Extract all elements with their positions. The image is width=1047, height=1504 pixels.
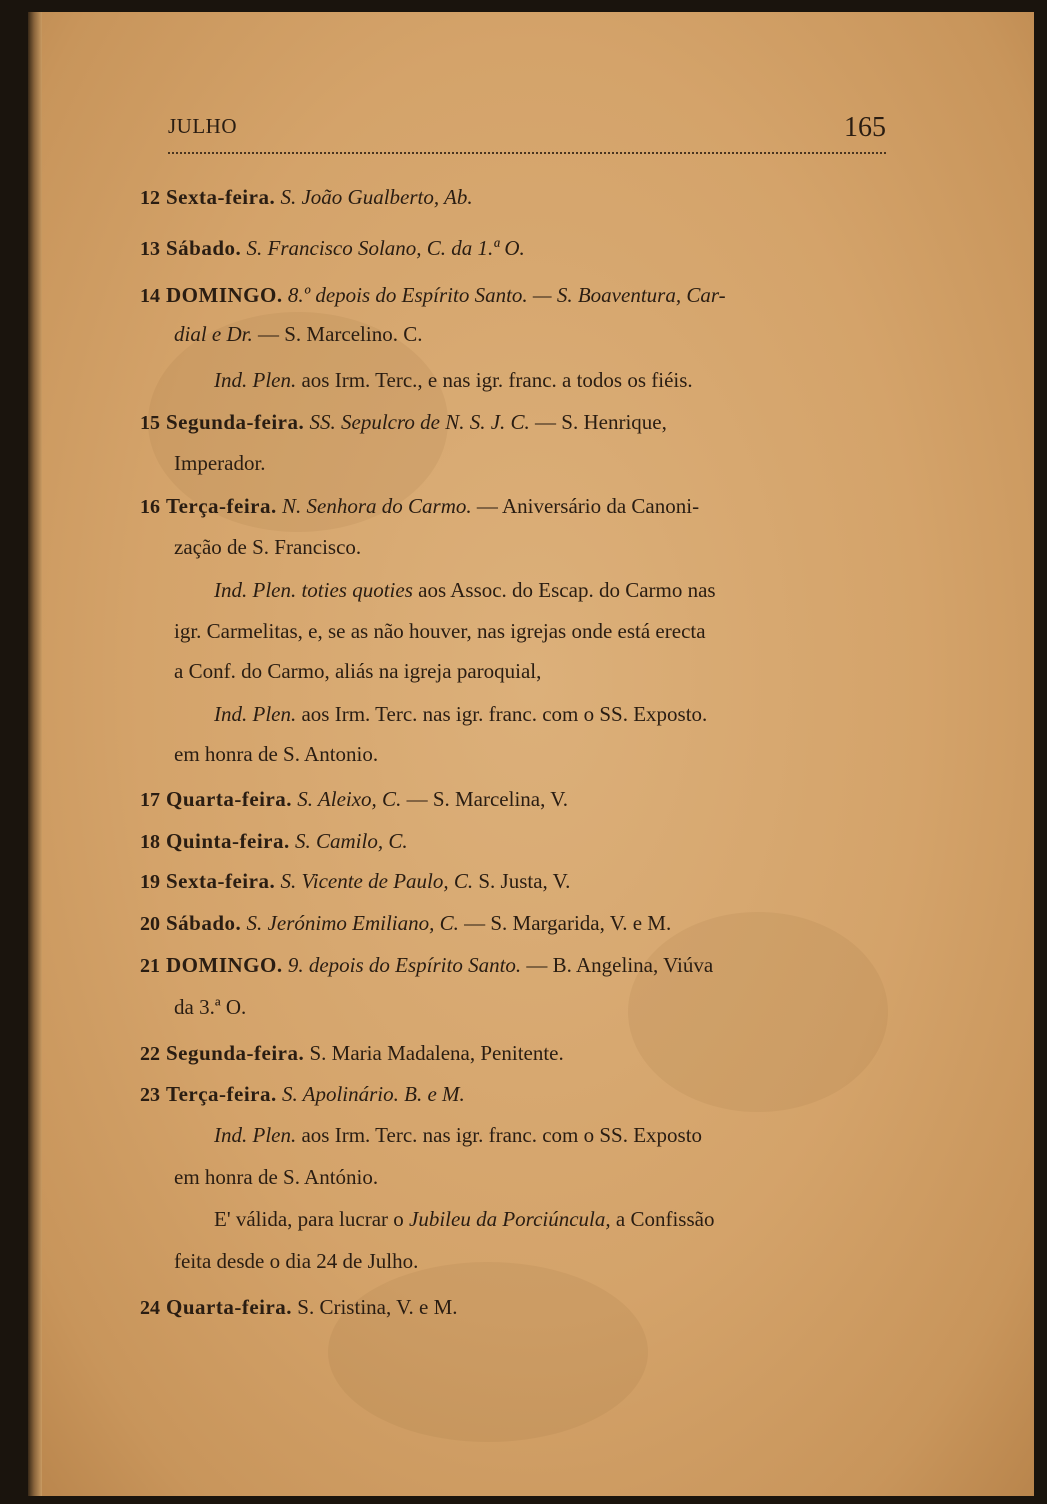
- day-number: 22: [140, 1043, 160, 1065]
- saint-text: — S. Marcelino. C.: [252, 322, 423, 346]
- feast-text: S. Aleixo, C.: [292, 787, 402, 811]
- indulgence-text: em honra de S. António.: [174, 1165, 379, 1189]
- day-number: 15: [140, 412, 160, 434]
- entry-line: [174, 530, 361, 564]
- indulgence-text: aos Irm. Terc. nas igr. franc. com o SS. Exposto.: [296, 702, 708, 726]
- day-number: 18: [140, 831, 160, 853]
- saint-name: S. João Gualberto, Ab.: [275, 185, 473, 209]
- day-number: 23: [140, 1084, 160, 1106]
- weekday: Sexta-feira.: [166, 869, 276, 893]
- day-number: 20: [140, 913, 160, 935]
- calendar-entry: [140, 1077, 465, 1112]
- weekday: Segunda-feira.: [166, 1041, 305, 1065]
- calendar-entry: [140, 180, 473, 215]
- entry-line: [174, 446, 266, 480]
- day-number: 14: [140, 285, 160, 307]
- entry-line: [174, 1244, 418, 1278]
- indulgence-line: [214, 1118, 702, 1152]
- feast-text: S. Camilo, C.: [289, 829, 408, 853]
- indulgence-label: Ind. Plen.: [214, 702, 297, 726]
- calendar-entry: [140, 1036, 564, 1071]
- indulgence-label: Ind. Plen. toties quoties: [214, 578, 413, 602]
- indulgence-text: aos Irm. Terc. nas igr. franc. com o SS. Exposto: [296, 1123, 703, 1147]
- paper-stain: [628, 912, 888, 1112]
- paper-stain: [328, 1262, 648, 1442]
- calendar-entry: [140, 405, 667, 440]
- calendar-entry: [140, 906, 671, 941]
- note-text: a Confissão: [610, 1207, 715, 1231]
- feast-text: S. Vicente de Paulo, C.: [275, 869, 474, 893]
- indulgence-line: [214, 363, 693, 397]
- calendar-entry: [140, 864, 570, 899]
- indulgence-text: a Conf. do Carmo, aliás na igreja paroquial,: [174, 659, 542, 683]
- saint-text: — Aniversário da Canoni-: [471, 494, 700, 518]
- weekday: Terça-feira.: [166, 1082, 277, 1106]
- saint-name: S. Francisco Solano, C. da 1.ª O.: [241, 236, 525, 260]
- calendar-entry: [140, 782, 568, 817]
- weekday: DOMINGO.: [166, 953, 283, 977]
- page-number: 165: [844, 112, 886, 143]
- weekday: Segunda-feira.: [166, 410, 305, 434]
- saint-text: S. Cristina, V. e M.: [292, 1295, 458, 1319]
- weekday: Quinta-feira.: [166, 829, 290, 853]
- day-number: 24: [140, 1297, 160, 1319]
- day-number: 17: [140, 789, 160, 811]
- page-header: [168, 112, 886, 154]
- feast-text: N. Senhora do Carmo.: [276, 494, 472, 518]
- calendar-entry: [140, 948, 713, 983]
- day-number: 13: [140, 238, 160, 260]
- jubilee-name: Jubileu da Porciúncula,: [409, 1207, 611, 1231]
- saint-text: — S. Henrique,: [529, 410, 667, 434]
- calendar-entry: [140, 278, 726, 313]
- indulgence-line: [214, 697, 707, 731]
- indulgence-label: Ind. Plen.: [214, 368, 297, 392]
- weekday: Quarta-feira.: [166, 1295, 293, 1319]
- running-title: JULHO: [168, 114, 237, 138]
- saint-text: — B. Angelina, Viúva: [521, 953, 714, 977]
- weekday: Quarta-feira.: [166, 787, 293, 811]
- entry-line: [174, 737, 378, 771]
- weekday: Terça-feira.: [166, 494, 277, 518]
- indulgence-text: igr. Carmelitas, e, se as não houver, nas igrejas onde está erecta: [174, 619, 706, 643]
- note-text: feita desde o dia 24 de Julho.: [174, 1249, 419, 1273]
- calendar-entry: [140, 1290, 458, 1325]
- weekday: Sábado.: [166, 236, 242, 260]
- feast-text: SS. Sepulcro de N. S. J. C.: [304, 410, 530, 434]
- feast-text: S. Jerónimo Emiliano, C.: [241, 911, 459, 935]
- feast-text: 8.º depois do Espírito Santo. — S. Boaventura, Car-: [282, 283, 726, 307]
- entry-line: [174, 1160, 378, 1194]
- entry-line: [174, 990, 246, 1024]
- saint-text: S. Justa, V.: [473, 869, 571, 893]
- indulgence-text: aos Irm. Terc., e nas igr. franc. a todos os fiéis.: [296, 368, 693, 392]
- feast-text: dial e Dr.: [174, 322, 253, 346]
- calendar-entry: [140, 824, 408, 859]
- saint-text: Imperador.: [174, 451, 266, 475]
- saint-text: — S. Margarida, V. e M.: [458, 911, 672, 935]
- day-number: 19: [140, 871, 160, 893]
- weekday: Sexta-feira.: [166, 185, 276, 209]
- saint-text: S. Maria Madalena, Penitente.: [304, 1041, 564, 1065]
- weekday: DOMINGO.: [166, 283, 283, 307]
- indulgence-line: [214, 573, 716, 607]
- saint-text: — S. Marcelina, V.: [401, 787, 568, 811]
- entry-line: [174, 654, 541, 688]
- calendar-entry: [140, 489, 699, 524]
- note-line: [214, 1202, 714, 1236]
- feast-text: 9. depois do Espírito Santo.: [282, 953, 522, 977]
- weekday: Sábado.: [166, 911, 242, 935]
- day-number: 12: [140, 187, 160, 209]
- indulgence-label: Ind. Plen.: [214, 1123, 297, 1147]
- saint-text: zação de S. Francisco.: [174, 535, 362, 559]
- feast-text: S. Apolinário. B. e M.: [276, 1082, 465, 1106]
- indulgence-text: aos Assoc. do Escap. do Carmo nas: [412, 578, 716, 602]
- entry-line: [174, 614, 706, 648]
- day-number: 16: [140, 496, 160, 518]
- entry-line: [174, 317, 422, 351]
- calendar-entry: [140, 231, 525, 266]
- saint-text: da 3.ª O.: [174, 995, 247, 1019]
- day-number: 21: [140, 955, 160, 977]
- note-text: E' válida, para lucrar o: [214, 1207, 410, 1231]
- indulgence-text: em honra de S. Antonio.: [174, 742, 379, 766]
- book-page: [28, 12, 1034, 1496]
- book-spine: [28, 12, 42, 1496]
